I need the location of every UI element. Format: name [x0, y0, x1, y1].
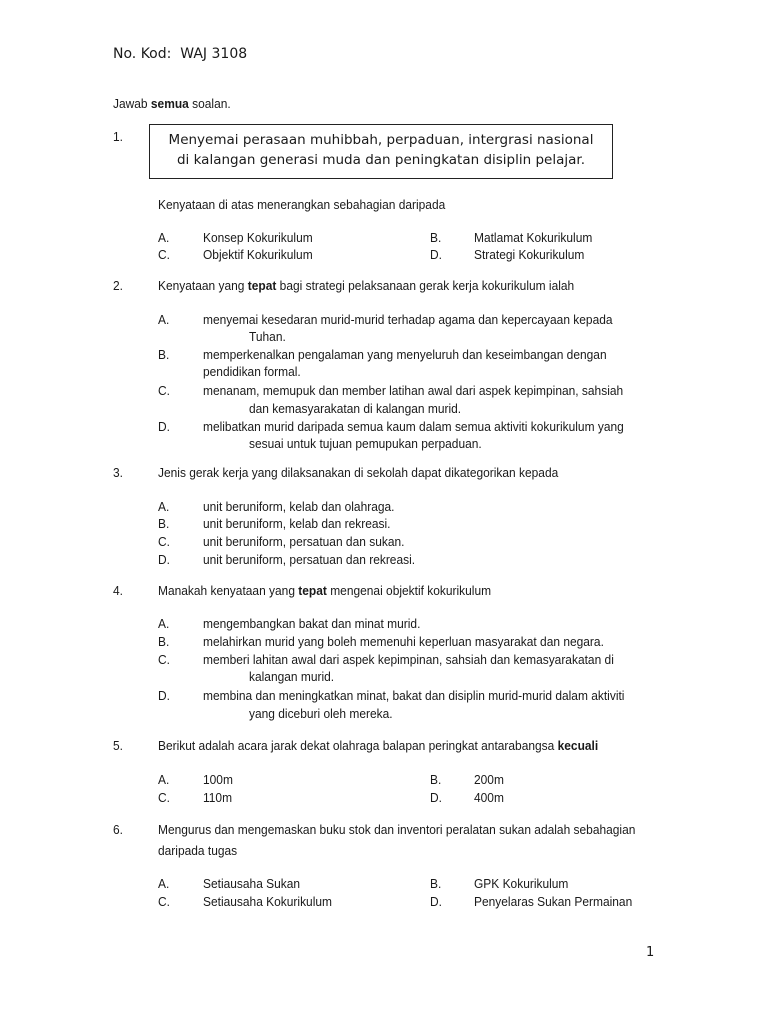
option-text: memperkenalkan pengalaman yang menyeluruh dan keseimbangan dengan [203, 347, 607, 362]
question-stem-cont: daripada tugas [158, 843, 238, 858]
option-letter: B. [158, 516, 170, 531]
option-letter: B. [430, 230, 442, 245]
option-letter: A. [158, 312, 170, 327]
option-text: unit beruniform, kelab dan rekreasi. [203, 516, 391, 531]
stem-text-end: mengenai objektif kokurikulum [326, 583, 492, 598]
option-letter: C. [158, 383, 170, 398]
question-stem [158, 277, 574, 294]
option-text: Objektif Kokurikulum [203, 247, 313, 262]
stem-emphasis: tepat [298, 583, 327, 598]
option-text-cont: pendidikan formal. [203, 364, 301, 379]
option-letter: C. [158, 790, 170, 805]
question-number: 3. [113, 465, 123, 480]
option-text-cont: Tuhan. [249, 329, 286, 344]
question-number: 5. [113, 738, 123, 753]
option-letter: C. [158, 534, 170, 549]
option-letter: C. [158, 652, 170, 667]
option-text: Strategi Kokurikulum [474, 247, 585, 262]
option-text: Matlamat Kokurikulum [474, 230, 593, 245]
option-text: unit beruniform, kelab dan olahraga. [203, 499, 395, 514]
option-letter: D. [158, 552, 170, 567]
question-stem: Kenyataan di atas menerangkan sebahagian daripada [158, 197, 446, 212]
stem-text: Manakah kenyataan yang [158, 583, 299, 598]
option-letter: D. [430, 894, 442, 909]
question-number: 2. [113, 278, 123, 293]
code-value: WAJ 3108 [180, 46, 248, 62]
option-text-cont: sesuai untuk tujuan pemupukan perpaduan. [249, 436, 482, 451]
question-number: 6. [113, 822, 123, 837]
page-number: 1 [646, 945, 655, 960]
stem-text: Kenyataan yang [158, 278, 248, 293]
option-letter: D. [158, 419, 170, 434]
option-text: memberi lahitan awal dari aspek kepimpinan, sahsiah dan kemasyarakatan di [203, 652, 614, 667]
option-letter: B. [430, 876, 442, 891]
question-number: 4. [113, 583, 123, 598]
option-text-cont: kalangan murid. [249, 669, 335, 684]
option-letter: D. [430, 247, 442, 262]
option-letter: C. [158, 247, 170, 262]
option-text: unit beruniform, persatuan dan sukan. [203, 534, 405, 549]
stem-emphasis: kecuali [557, 738, 599, 753]
option-letter: A. [158, 772, 170, 787]
stem-emphasis: tepat [247, 278, 277, 293]
stem-text-end: bagi strategi pelaksanaan gerak kerja kokurikulum ialah [276, 278, 575, 293]
option-text: Setiausaha Sukan [203, 876, 301, 891]
statement-line: di kalangan generasi muda dan peningkatan disiplin pelajar. [176, 152, 586, 168]
question-stem [158, 582, 491, 599]
statement-line: Menyemai perasaan muhibbah, perpaduan, intergrasi nasional [168, 132, 594, 148]
option-letter: A. [158, 230, 170, 245]
option-text: 400m [474, 790, 504, 805]
option-letter: B. [158, 634, 170, 649]
option-letter: A. [158, 876, 170, 891]
option-letter: D. [158, 688, 170, 703]
option-text: menanam, memupuk dan member latihan awal dari aspek kepimpinan, sahsiah [203, 383, 624, 398]
option-text: GPK Kokurikulum [474, 876, 569, 891]
option-text: membina dan meningkatkan minat, bakat dan disiplin murid-murid dalam aktiviti [203, 688, 625, 703]
instruction [113, 95, 231, 112]
option-text: mengembangkan bakat dan minat murid. [203, 616, 421, 631]
option-text: unit beruniform, persatuan dan rekreasi. [203, 552, 416, 567]
option-letter: A. [158, 616, 170, 631]
question-stem [158, 737, 598, 754]
option-letter: B. [430, 772, 442, 787]
stem-text: Berikut adalah acara jarak dekat olahraga balapan peringkat antarabangsa [158, 738, 558, 753]
option-text: Konsep Kokurikulum [203, 230, 313, 245]
document-code [113, 46, 247, 62]
question-stem: Jenis gerak kerja yang dilaksanakan di sekolah dapat dikategorikan kepada [158, 465, 559, 480]
option-text: 100m [203, 772, 233, 787]
instruction-emphasis: semua [150, 96, 189, 111]
instruction-text-end: soalan. [188, 96, 231, 111]
instruction-text: Jawab [113, 96, 151, 111]
option-text-cont: dan kemasyarakatan di kalangan murid. [249, 401, 462, 416]
option-text: Setiausaha Kokurikulum [203, 894, 332, 909]
question-number: 1. [113, 129, 123, 144]
option-letter: A. [158, 499, 170, 514]
option-text: Penyelaras Sukan Permainan [474, 894, 633, 909]
option-letter: B. [158, 347, 170, 362]
statement-box [149, 124, 613, 179]
option-text: 110m [203, 790, 233, 805]
option-letter: D. [430, 790, 442, 805]
question-stem: Mengurus dan mengemaskan buku stok dan inventori peralatan sukan adalah sebahagian [158, 822, 636, 837]
option-text: menyemai kesedaran murid-murid terhadap agama dan kepercayaan kepada [203, 312, 613, 327]
option-text: 200m [474, 772, 504, 787]
option-text-cont: yang diceburi oleh mereka. [249, 706, 393, 721]
option-text: melahirkan murid yang boleh memenuhi keperluan masyarakat dan negara. [203, 634, 604, 649]
option-text: melibatkan murid daripada semua kaum dalam semua aktiviti kokurikulum yang [203, 419, 624, 434]
option-letter: C. [158, 894, 170, 909]
code-label: No. Kod: [113, 46, 172, 62]
